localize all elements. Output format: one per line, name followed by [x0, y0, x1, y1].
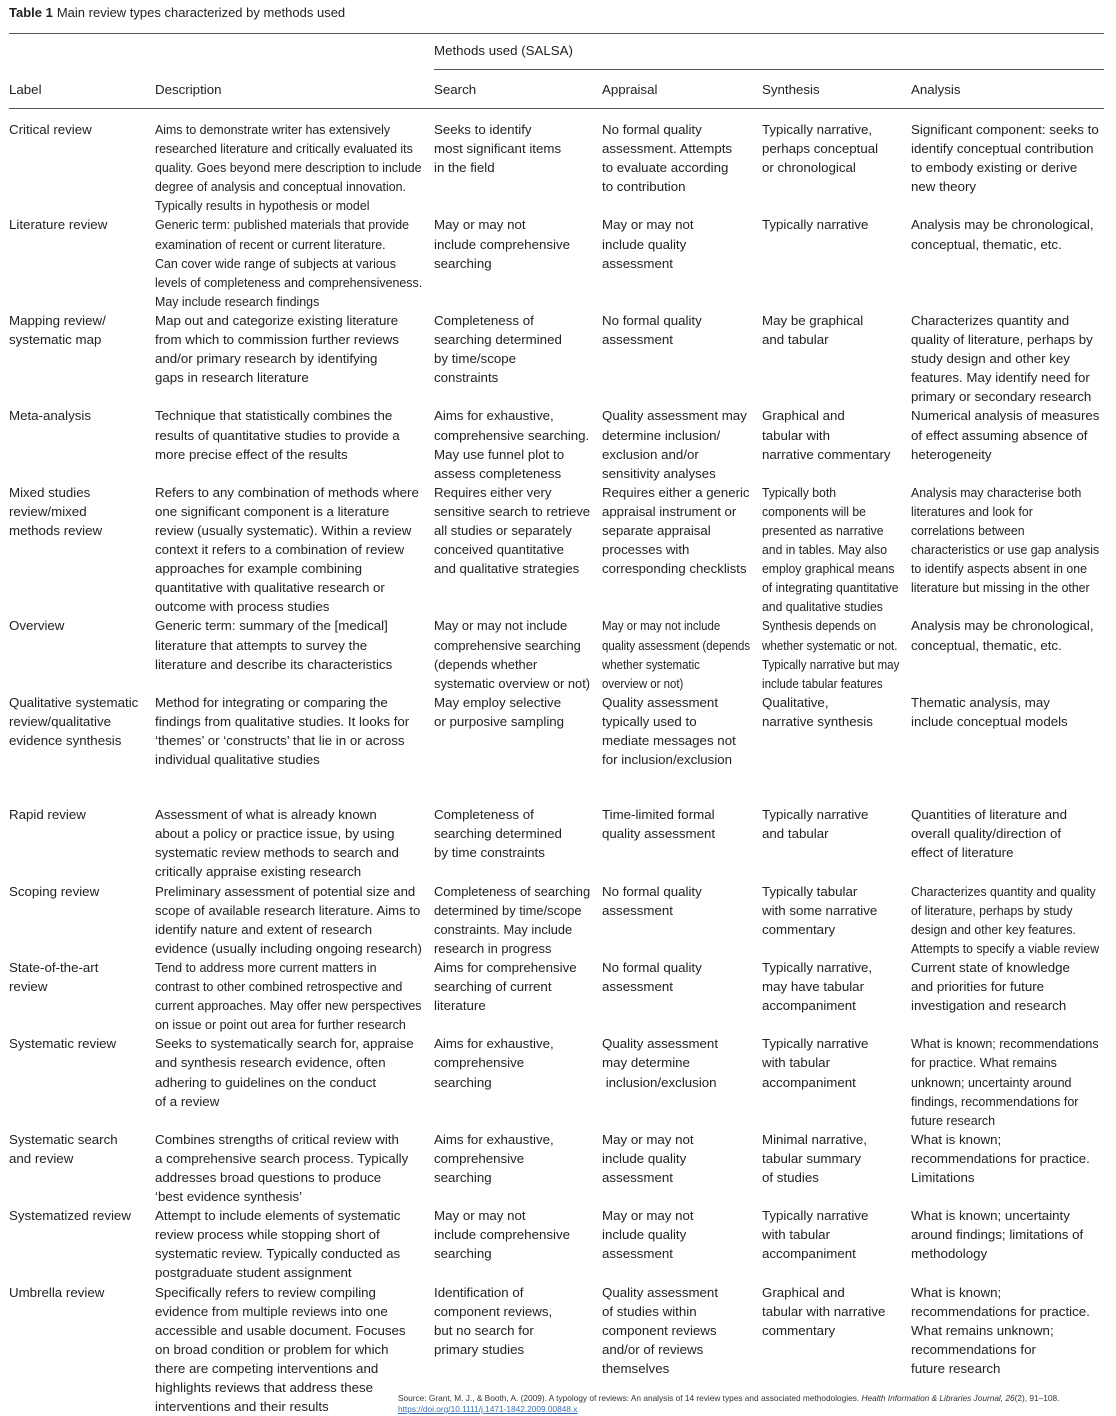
label-text: Systematic review — [9, 1036, 117, 1052]
appraisal-cell — [597, 882, 757, 958]
synthesis-cell — [757, 616, 906, 692]
search-cell — [429, 311, 597, 406]
analysis-text: Significant component: seeks to identify conceptual contribution to embody existing or derive new theory — [911, 122, 1099, 195]
synthesis-text: Typically both components will be presented as narrative and in tables. May also employ graphical means of integrating quantitative and qualitative studies — [762, 484, 899, 615]
analysis-cell — [906, 311, 1106, 406]
col-header: Analysis — [911, 82, 961, 97]
description-text: Technique that statistically combines the results of quantitative studies to provide a more precise effect of the results — [155, 408, 400, 462]
synthesis-cell — [757, 1206, 906, 1282]
synthesis-cell — [757, 215, 906, 310]
search-text: Aims for comprehensive searching of current literature — [434, 959, 577, 1014]
appraisal-cell — [597, 693, 757, 805]
analysis-cell — [906, 1130, 1106, 1206]
appraisal-text: No formal quality assessment — [602, 959, 702, 995]
header-row — [4, 79, 1106, 110]
label-cell — [4, 805, 150, 881]
search-text: Requires either very sensitive search to retrieve all studies or separately conceived quantitative and qualitative strategies — [434, 484, 591, 577]
search-cell — [429, 882, 597, 958]
search-text: Identification of component reviews, but no search for primary studies — [434, 1284, 553, 1357]
col-header: Synthesis — [762, 82, 820, 97]
description-cell — [150, 406, 429, 482]
table-caption — [9, 5, 345, 20]
table-row — [4, 1034, 1106, 1129]
table-row — [4, 406, 1106, 482]
search-cell — [429, 1206, 597, 1282]
synthesis-text: Synthesis depends on whether systematic or not. Typically narrative but may include tabular features — [762, 618, 900, 691]
appraisal-cell — [597, 1130, 757, 1206]
search-text: Seeks to identify most significant items in the field — [434, 122, 562, 176]
description-cell — [150, 616, 429, 692]
appraisal-text: May or may not include quality assessment — [602, 1208, 694, 1262]
synthesis-text: Minimal narrative, tabular summary of studies — [762, 1131, 867, 1185]
synthesis-cell — [757, 1130, 906, 1206]
description-cell — [150, 215, 429, 310]
description-cell — [150, 805, 429, 881]
description-text: Generic term: summary of the [medical] literature that attempts to survey the literature and describe its characteristics — [155, 618, 393, 672]
label-cell — [4, 483, 150, 617]
table-row — [4, 110, 1106, 215]
synthesis-text: Typically tabular with some narrative commentary — [762, 883, 878, 937]
search-text: Aims for exhaustive, comprehensive searching. May use funnel plot to assess completeness — [434, 408, 590, 481]
search-cell — [429, 616, 597, 692]
label-text: Scoping review — [9, 883, 100, 899]
appraisal-text: Requires either a generic appraisal instrument or separate appraisal processes with corresponding checklists — [602, 484, 750, 577]
source-prefix: Source: Grant, M. J., & Booth, A. (2009). A typology of reviews: An analysis of 14 review types and associated methodologies. — [398, 1393, 860, 1403]
analysis-text: Numerical analysis of measures of effect assuming absence of heterogeneity — [911, 408, 1100, 462]
label-text: Systematized review — [9, 1208, 131, 1224]
synthesis-text: Typically narrative with tabular accompaniment — [762, 1036, 869, 1090]
top-rule — [9, 33, 1104, 34]
label-text: Qualitative systematic review/qualitative evidence synthesis — [9, 694, 139, 748]
caption-label: Table 1 — [9, 5, 53, 20]
appraisal-text: Quality assessment may determine inclusion/exclusion — [602, 1036, 719, 1090]
synthesis-text: Graphical and tabular with narrative commentary — [762, 408, 891, 462]
description-text: Map out and categorize existing literature from which to commission further reviews and/or primary research by identifying gaps in research literature — [155, 312, 399, 386]
label-cell — [4, 1206, 150, 1282]
search-cell — [429, 693, 597, 805]
analysis-text: Quantities of literature and overall quality/direction of effect of literature — [911, 807, 1067, 861]
search-text: Aims for exhaustive, comprehensive searching — [434, 1036, 554, 1090]
analysis-text: Characterizes quantity and quality of literature, perhaps by study design and other key features. May identify need for primary or secondary research — [911, 312, 1093, 405]
synthesis-cell — [757, 311, 906, 406]
label-cell — [4, 311, 150, 406]
label-cell — [4, 406, 150, 482]
col-header: Description — [155, 82, 222, 97]
description-text: Seeks to systematically search for, appraise and synthesis research evidence, often adhering to guidelines on the conduct of a review — [155, 1036, 414, 1109]
description-cell — [150, 110, 429, 215]
appraisal-text: No formal quality assessment — [602, 312, 702, 348]
search-text: May or may not include comprehensive searching — [434, 217, 571, 271]
table-row — [4, 693, 1106, 805]
appraisal-text: Quality assessment typically used to mediate messages not for inclusion/exclusion — [602, 694, 736, 768]
table-row — [4, 311, 1106, 406]
search-text: May or may not include comprehensive searching — [434, 1208, 571, 1262]
analysis-text: Analysis may characterise both literatures and look for correlations between characteristics or use gap analysis to identify aspects absent in one literature but missing in the other — [911, 484, 1100, 596]
description-cell — [150, 1130, 429, 1206]
analysis-text: Analysis may be chronological, conceptual, thematic, etc. — [911, 217, 1094, 252]
synthesis-text: Typically narrative and tabular — [762, 807, 869, 842]
description-cell — [150, 483, 429, 617]
appraisal-text: May or may not include quality assessment — [602, 217, 694, 271]
appraisal-cell — [597, 483, 757, 617]
source-journal: Health Information & Libraries Journal, 26 — [861, 1393, 1015, 1403]
doi-link[interactable]: https://doi.org/10.1111/j.1471-1842.2009.00848.x — [398, 1404, 578, 1414]
analysis-cell — [906, 1206, 1106, 1282]
analysis-cell — [906, 958, 1106, 1034]
analysis-cell — [906, 616, 1106, 692]
analysis-text: Analysis may be chronological, conceptual, thematic, etc. — [911, 618, 1094, 653]
appraisal-text: Quality assessment of studies within component reviews and/or of reviews themselves — [602, 1284, 719, 1376]
description-cell — [150, 882, 429, 958]
search-cell — [429, 110, 597, 215]
description-cell — [150, 1206, 429, 1282]
search-text: May employ selective or purposive sampling — [434, 694, 565, 729]
search-text: Completeness of searching determined by time/scope constraints. May include research in progress — [434, 883, 591, 956]
label-text: Mapping review/ systematic map — [9, 312, 106, 348]
synthesis-text: May be graphical and tabular — [762, 312, 864, 348]
search-cell — [429, 1130, 597, 1206]
label-text: Meta-analysis — [9, 408, 92, 424]
appraisal-cell — [597, 110, 757, 215]
review-types-table — [4, 79, 1106, 1416]
synthesis-text: Typically narrative, may have tabular accompaniment — [762, 959, 873, 1014]
appraisal-text: No formal quality assessment — [602, 883, 702, 918]
label-cell — [4, 1283, 150, 1416]
label-text: Literature review — [9, 217, 108, 233]
source-suffix: (2), 91–108. — [1014, 1393, 1060, 1403]
label-text: Mixed studies review/mixed methods review — [9, 484, 103, 538]
analysis-text: What is known; recommendations for practice. What remains unknown; recommendations for future research — [911, 1284, 1090, 1376]
group-header: Methods used (SALSA) — [434, 43, 573, 58]
analysis-text: What is known; recommendations for practice. Limitations — [911, 1131, 1090, 1185]
synthesis-cell — [757, 805, 906, 881]
search-cell — [429, 1034, 597, 1129]
search-text: Completeness of searching determined by time constraints — [434, 807, 562, 861]
label-text: Overview — [9, 618, 65, 634]
synthesis-cell — [757, 882, 906, 958]
label-text: State-of-the-art review — [9, 959, 99, 995]
appraisal-text: Time-limited formal quality assessment — [602, 807, 716, 842]
description-cell — [150, 1034, 429, 1129]
description-text: Combines strengths of critical review with a comprehensive search process. Typically addresses broad questions to produce ‘best evidence synthesis’ — [155, 1131, 409, 1205]
appraisal-cell — [597, 406, 757, 482]
analysis-cell — [906, 693, 1106, 805]
search-cell — [429, 483, 597, 617]
appraisal-cell — [597, 1034, 757, 1129]
synthesis-cell — [757, 693, 906, 805]
analysis-cell — [906, 805, 1106, 881]
analysis-cell — [906, 882, 1106, 958]
table-row — [4, 215, 1106, 310]
appraisal-text: May or may not include quality assessment (depends whether systematic overview or not) — [602, 618, 751, 691]
group-rule — [434, 69, 1104, 70]
search-cell — [429, 805, 597, 881]
label-cell — [4, 616, 150, 692]
analysis-cell — [906, 483, 1106, 617]
table-row — [4, 483, 1106, 617]
caption-text: Main review types characterized by methods used — [56, 5, 346, 20]
description-text: Assessment of what is already known about a policy or practice issue, by using systematic review methods to search and critically appraise existing research — [155, 807, 399, 880]
col-header: Appraisal — [602, 82, 658, 97]
label-cell — [4, 693, 150, 805]
appraisal-cell — [597, 805, 757, 881]
analysis-text: Characterizes quantity and quality of literature, perhaps by study design and other key features. Attempts to specify a viable review — [911, 883, 1100, 956]
analysis-cell — [906, 110, 1106, 215]
table-row — [4, 958, 1106, 1034]
table-row — [4, 616, 1106, 692]
label-text: Rapid review — [9, 807, 86, 823]
analysis-text: Current state of knowledge and priorities for future investigation and research — [911, 959, 1070, 1014]
label-cell — [4, 1130, 150, 1206]
search-text: Aims for exhaustive, comprehensive searching — [434, 1131, 554, 1185]
synthesis-cell — [757, 406, 906, 482]
analysis-cell — [906, 1034, 1106, 1129]
col-header: Search — [434, 82, 477, 97]
label-cell — [4, 215, 150, 310]
description-cell — [150, 311, 429, 406]
appraisal-cell — [597, 1206, 757, 1282]
description-text: Tend to address more current matters in contrast to other combined retrospective and current approaches. May offer new perspectives on issue or point out area for further research — [155, 959, 422, 1033]
table-row — [4, 805, 1106, 881]
synthesis-text: Typically narrative with tabular accompaniment — [762, 1208, 869, 1262]
synthesis-cell — [757, 958, 906, 1034]
label-text: Systematic search and review — [9, 1131, 118, 1166]
description-text: Specifically refers to review compiling evidence from multiple reviews into one accessible and usable document. Focuses on broad condition or problem for which there are competing interventions and highlights reviews that address these interventions and their results — [155, 1284, 406, 1415]
description-text: Aims to demonstrate writer has extensively researched literature and critically evaluated its quality. Goes beyond mere description to include degree of analysis and conceptual innovation. Typically results in hypothesis or model — [155, 122, 422, 214]
description-cell — [150, 693, 429, 805]
analysis-text: What is known; recommendations for practice. What remains unknown; uncertainty around findings, recommendations for future research — [911, 1036, 1099, 1128]
table-row — [4, 1206, 1106, 1282]
synthesis-cell — [757, 483, 906, 617]
synthesis-cell — [757, 1034, 906, 1129]
appraisal-cell — [597, 616, 757, 692]
description-text: Method for integrating or comparing the findings from qualitative studies. It looks for ‘themes’ or ‘constructs’ that lie in or across individual qualitative studies — [155, 694, 410, 768]
description-text: Preliminary assessment of potential size and scope of available research literature. Aims to identify nature and extent of research evidence (usually including ongoing research) — [155, 883, 422, 956]
source-citation — [398, 1393, 1059, 1415]
description-cell — [150, 958, 429, 1034]
synthesis-text: Qualitative, narrative synthesis — [762, 694, 873, 729]
search-cell — [429, 406, 597, 482]
synthesis-text: Typically narrative, perhaps conceptual or chronological — [762, 122, 879, 176]
synthesis-text: Graphical and tabular with narrative commentary — [762, 1284, 886, 1338]
search-cell — [429, 958, 597, 1034]
description-cell — [150, 1283, 429, 1416]
analysis-cell — [906, 215, 1106, 310]
description-text: Generic term: published materials that provide examination of recent or current literature. Can cover wide range of subjects at various levels of completeness and comprehensiveness. May include research findings — [155, 217, 423, 309]
label-cell — [4, 958, 150, 1034]
search-text: Completeness of searching determined by time/scope constraints — [434, 312, 562, 386]
synthesis-cell — [757, 110, 906, 215]
appraisal-cell — [597, 311, 757, 406]
search-text: May or may not include comprehensive searching (depends whether systematic overview or not) — [434, 618, 591, 691]
analysis-text: What is known; uncertainty around findings; limitations of methodology — [911, 1208, 1084, 1262]
table-row — [4, 882, 1106, 958]
synthesis-text: Typically narrative — [762, 217, 869, 233]
search-cell — [429, 215, 597, 310]
analysis-cell — [906, 406, 1106, 482]
appraisal-text: Quality assessment may determine inclusion/ exclusion and/or sensitivity analyses — [602, 408, 747, 481]
appraisal-text: No formal quality assessment. Attempts to evaluate according to contribution — [602, 122, 733, 195]
label-cell — [4, 1034, 150, 1129]
appraisal-cell — [597, 958, 757, 1034]
appraisal-text: May or may not include quality assessment — [602, 1131, 694, 1185]
table-row — [4, 1130, 1106, 1206]
label-cell — [4, 882, 150, 958]
label-text: Umbrella review — [9, 1284, 105, 1300]
label-text: Critical review — [9, 122, 92, 137]
label-cell — [4, 110, 150, 215]
appraisal-cell — [597, 215, 757, 310]
description-text: Refers to any combination of methods where one significant component is a literature review (usually systematic). Within a review context it refers to a combination of review approaches for example combining quantitative with qualitative research or outcome with process studies — [155, 484, 419, 615]
analysis-text: Thematic analysis, may include conceptual models — [911, 694, 1068, 729]
description-text: Attempt to include elements of systematic review process while stopping short of systematic review. Typically conducted as postgraduate student assignment — [155, 1208, 401, 1281]
col-header: Label — [9, 82, 42, 97]
